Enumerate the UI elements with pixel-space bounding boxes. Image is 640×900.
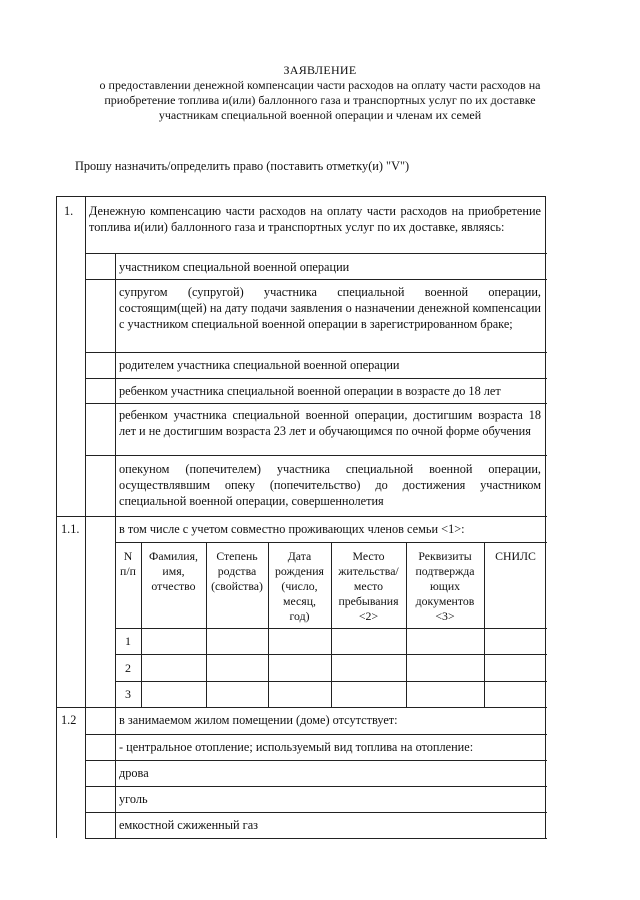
option-parent: родителем участника специальной военной операции — [119, 358, 400, 372]
document-subtitle-line-1: о предоставлении денежной компенсации части расходов на оплату части расходов на — [99, 78, 541, 92]
row-divider — [85, 734, 547, 735]
row-divider — [85, 279, 547, 280]
row-divider — [57, 516, 547, 517]
column-divider-main — [85, 197, 86, 839]
col-header-residence: Место жительства/ место пребывания <2> — [338, 549, 399, 623]
option-child-under-18: ребенком участника специальной военной операции в возрасте до 18 лет — [119, 384, 501, 398]
row-divider — [57, 707, 547, 708]
col-header-birth-date: Дата рождения (число, месяц, год) — [275, 549, 324, 623]
option-child-18-23: ребенком участника специальной военной операции, достигшим возраста 18 лет и не достигшим возраста 23 лет и обучающимся по очной форме обучения — [119, 408, 541, 438]
document-header — [60, 63, 580, 123]
document-subtitle-line-2: приобретение топлива и(или) баллонного газа и транспортных услуг по их доставке — [104, 93, 536, 107]
document-title: ЗАЯВЛЕНИЕ — [283, 63, 357, 77]
application-form-table — [56, 196, 546, 838]
fuel-option-firewood: дрова — [119, 766, 149, 780]
family-table-col-divider — [484, 542, 485, 707]
heating-text: - центральное отопление; используемый вид топлива на отопление: — [119, 740, 474, 754]
col-header-relationship: Степень родства (свойства) — [211, 549, 263, 593]
section-1-2-text: в занимаемом жилом помещении (доме) отсутствует: — [119, 713, 398, 727]
section-1-2-number: 1.2 — [61, 713, 77, 727]
document-subtitle-line-3: участникам специальной военной операции и членам их семей — [158, 108, 482, 122]
fuel-option-liquefied-gas: емкостной сжиженный газ — [119, 818, 259, 832]
family-row-number-3: 3 — [125, 687, 131, 701]
row-divider — [85, 378, 547, 379]
row-divider — [85, 786, 547, 787]
option-spouse: супругом (супругой) участника специальной военной операции, состоящим(щей) на дату подачи заявления о назначении денежной компенсации с участником специальной военной операции в зарегистрированном браке; — [119, 285, 541, 331]
col-header-full-name: Фамилия, имя, отчество — [149, 549, 198, 593]
row-divider — [85, 352, 547, 353]
row-divider — [85, 838, 547, 839]
option-guardian: опекуном (попечителем) участника специальной военной операции, осуществлявшим опеку (попечительство) до достижения участником специальной военной операции, совершеннолетия — [119, 462, 541, 508]
row-divider — [85, 455, 547, 456]
col-header-snils: СНИЛС — [495, 549, 536, 563]
section-1-text: Денежную компенсацию части расходов на оплату части расходов на приобретение топлива и(или) баллонного газа и транспортных услуг по их доставке, являясь: — [89, 204, 541, 234]
request-text: Прошу назначить/определить право (поставить отметку(и) "V") — [75, 159, 410, 173]
col-header-number: N п/п — [120, 549, 136, 578]
row-divider — [85, 760, 547, 761]
row-divider — [85, 403, 547, 404]
section-1-number: 1. — [64, 204, 74, 218]
row-divider — [85, 812, 547, 813]
section-1-1-text: в том числе с учетом совместно проживающих членов семьи <1>: — [119, 522, 465, 536]
section-1-1-number: 1.1. — [61, 522, 80, 536]
column-divider-checkbox — [115, 253, 116, 839]
row-divider — [85, 253, 547, 254]
option-participant: участником специальной военной операции — [119, 260, 350, 274]
col-header-documents: Реквизиты подтвержда ющих документов <3> — [415, 549, 475, 623]
fuel-option-coal: уголь — [119, 792, 148, 806]
family-row-number-2: 2 — [125, 661, 131, 675]
family-row-number-1: 1 — [125, 634, 131, 648]
